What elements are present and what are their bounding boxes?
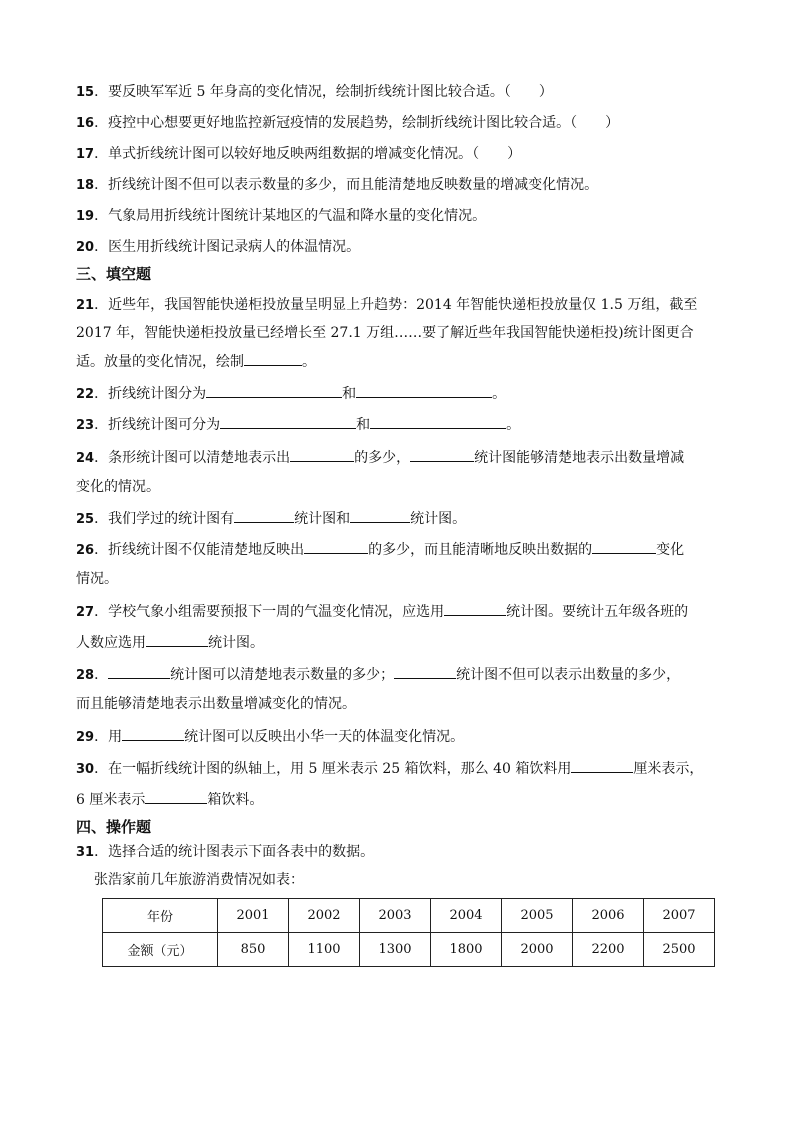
answer-blank[interactable] bbox=[145, 789, 207, 804]
question-number: 20 bbox=[76, 240, 95, 255]
question-21: 21．近些年，我国智能快递柜投放量呈明显上升趋势：2014 年智能快递柜投放量仅 1.5 万组，截至 bbox=[76, 297, 698, 313]
answer-blank[interactable] bbox=[370, 414, 506, 429]
answer-paren: （ ） bbox=[472, 146, 522, 162]
table-cell: 2003 bbox=[360, 899, 431, 933]
question-17: 17．单式折线统计图可以较好地反映两组数据的增减变化情况。（ ） bbox=[76, 146, 522, 162]
question-26: 26．折线统计图不仅能清楚地反映出 的多少，而且能清晰地反映出数据的 变化 bbox=[76, 539, 684, 561]
question-text: 近些年，我国智能快递柜投放量呈明显上升趋势：2014 年智能快递柜投放量仅 1.5 万组，截至 bbox=[108, 297, 698, 313]
answer-paren: （ ） bbox=[503, 84, 553, 100]
question-text: 气象局用折线统计图统计某地区的气温和降水量的变化情况。 bbox=[108, 208, 487, 224]
question-20: 20．医生用折线统计图记录病人的体温情况。 bbox=[76, 239, 361, 255]
travel-expense-table bbox=[102, 898, 715, 967]
question-28: 28． 统计图可以清楚地表示数量的多少； 统计图不但可以表示出数量的多少， bbox=[76, 664, 680, 686]
answer-blank[interactable] bbox=[356, 383, 492, 398]
question-number: 17 bbox=[76, 147, 95, 162]
question-24: 24．条形统计图可以清楚地表示出 的多少， 统计图能够清楚地表示出数量增减 bbox=[76, 447, 684, 469]
table-cell: 2500 bbox=[644, 933, 715, 967]
question-30-line2: 6 厘米表示 箱饮料。 bbox=[76, 789, 263, 810]
answer-blank[interactable] bbox=[304, 539, 368, 554]
question-number: 16 bbox=[76, 116, 95, 131]
question-number: 19 bbox=[76, 209, 95, 224]
table-row-years bbox=[103, 899, 715, 933]
question-24-line2: 变化的情况。 bbox=[76, 479, 160, 495]
table-cell: 2000 bbox=[502, 933, 573, 967]
table-caption: 张浩家前几年旅游消费情况如表： bbox=[94, 872, 304, 888]
answer-blank[interactable] bbox=[206, 383, 342, 398]
table-cell: 2005 bbox=[502, 899, 573, 933]
answer-blank[interactable] bbox=[146, 632, 208, 647]
question-text: 医生用折线统计图记录病人的体温情况。 bbox=[108, 239, 361, 255]
question-text: 折线统计图不但可以表示数量的多少，而且能清楚地反映数量的增减变化情况。 bbox=[108, 177, 599, 193]
answer-blank[interactable] bbox=[350, 508, 410, 523]
question-number: 18 bbox=[76, 178, 95, 193]
table-cell: 1800 bbox=[431, 933, 502, 967]
table-cell: 2004 bbox=[431, 899, 502, 933]
question-18: 18．折线统计图不但可以表示数量的多少，而且能清楚地反映数量的增减变化情况。 bbox=[76, 177, 599, 193]
answer-blank[interactable] bbox=[290, 447, 354, 462]
answer-blank[interactable] bbox=[592, 539, 656, 554]
question-text: 疫控中心想要更好地监控新冠疫情的发展趋势，绘制折线统计图比较合适。 bbox=[108, 115, 571, 131]
question-27: 27．学校气象小组需要预报下一周的气温变化情况，应选用 统计图。要统计五年级各班的 bbox=[76, 601, 688, 623]
question-21-line3: 适。放量的变化情况，绘制 。 bbox=[76, 351, 316, 372]
answer-blank[interactable] bbox=[122, 726, 184, 741]
question-29: 29．用 统计图可以反映出小华一天的体温变化情况。 bbox=[76, 726, 464, 748]
answer-blank[interactable] bbox=[108, 664, 170, 679]
table-cell: 2200 bbox=[573, 933, 644, 967]
question-22: 22．折线统计图分为 和 。 bbox=[76, 383, 506, 405]
question-21-line2: 2017 年，智能快递柜投放量已经增长至 27.1 万组……要了解近些年我国智能快递柜投)统计图更合 bbox=[76, 325, 694, 341]
section-heading-fill-in: 三、填空题 bbox=[76, 265, 152, 283]
question-27-line2: 人数应选用 统计图。 bbox=[76, 632, 264, 653]
question-26-line2: 情况。 bbox=[76, 571, 118, 587]
table-cell: 2007 bbox=[644, 899, 715, 933]
answer-paren: （ ） bbox=[570, 115, 620, 131]
table-row-amounts bbox=[103, 933, 715, 967]
table-cell: 1100 bbox=[289, 933, 360, 967]
question-text: 单式折线统计图可以较好地反映两组数据的增减变化情况。 bbox=[108, 146, 473, 162]
table-header-cell: 金额（元） bbox=[103, 933, 218, 967]
table-cell: 2001 bbox=[218, 899, 289, 933]
question-25: 25．我们学过的统计图有 统计图和 统计图。 bbox=[76, 508, 466, 530]
answer-blank[interactable] bbox=[410, 447, 474, 462]
table-cell: 850 bbox=[218, 933, 289, 967]
answer-blank[interactable] bbox=[220, 414, 356, 429]
question-15: 15．要反映军军近 5 年身高的变化情况，绘制折线统计图比较合适。（ ） bbox=[76, 84, 553, 100]
question-23: 23．折线统计图可分为 和 。 bbox=[76, 414, 520, 436]
question-16: 16．疫控中心想要更好地监控新冠疫情的发展趋势，绘制折线统计图比较合适。（ ） bbox=[76, 115, 620, 131]
question-28-line2: 而且能够清楚地表示出数量增减变化的情况。 bbox=[76, 696, 356, 712]
table-cell: 2002 bbox=[289, 899, 360, 933]
answer-blank[interactable] bbox=[244, 351, 302, 366]
answer-blank[interactable] bbox=[444, 601, 506, 616]
table-header-cell: 年份 bbox=[103, 899, 218, 933]
question-30: 30．在一幅折线统计图的纵轴上，用 5 厘米表示 25 箱饮料，那么 40 箱饮料用 厘米表示， bbox=[76, 758, 703, 780]
question-31: 31．选择合适的统计图表示下面各表中的数据。 bbox=[76, 844, 375, 860]
question-19: 19．气象局用折线统计图统计某地区的气温和降水量的变化情况。 bbox=[76, 208, 487, 224]
table-cell: 1300 bbox=[360, 933, 431, 967]
question-text: 要反映军军近 5 年身高的变化情况，绘制折线统计图比较合适。 bbox=[108, 84, 504, 100]
section-heading-operation: 四、操作题 bbox=[76, 818, 152, 836]
question-number: 21 bbox=[76, 298, 95, 313]
answer-blank[interactable] bbox=[571, 758, 633, 773]
answer-blank[interactable] bbox=[234, 508, 294, 523]
question-number: 15 bbox=[76, 85, 95, 100]
table-cell: 2006 bbox=[573, 899, 644, 933]
answer-blank[interactable] bbox=[394, 664, 456, 679]
